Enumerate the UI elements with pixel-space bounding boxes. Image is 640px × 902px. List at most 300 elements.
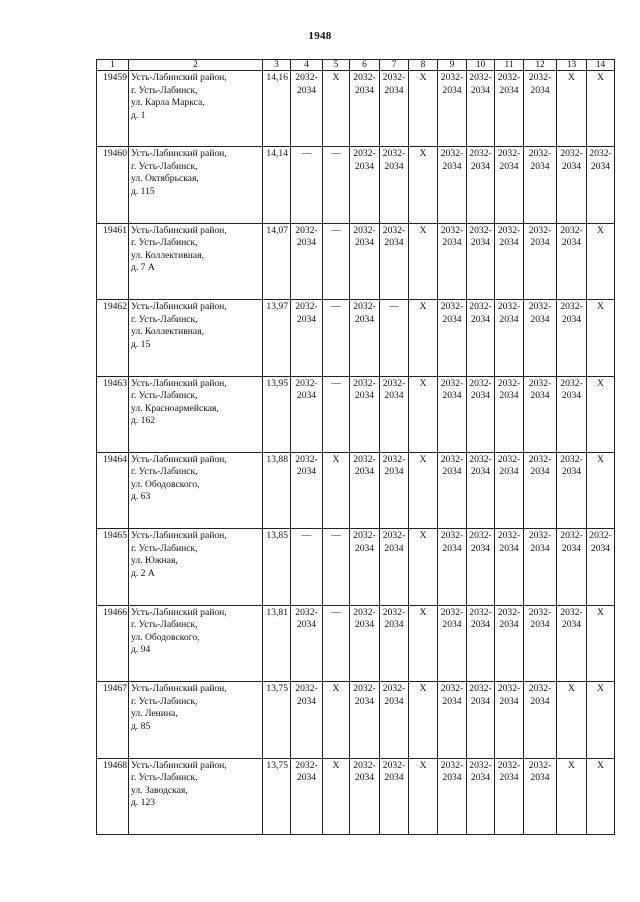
period-start: 2032- <box>497 759 521 771</box>
period-start: 2032- <box>440 683 464 695</box>
period-cell <box>557 300 587 376</box>
area-value: 14,14 <box>263 147 291 223</box>
period-cell: X <box>557 758 587 834</box>
period-end: 2034 <box>530 466 550 478</box>
area-value: 13,75 <box>263 682 291 758</box>
period-cell: — <box>323 223 350 299</box>
period-cell: X <box>409 223 438 299</box>
period-cell <box>495 529 524 605</box>
table-row <box>97 300 615 376</box>
period-start: 2032- <box>440 72 464 83</box>
address-line: д. 123 <box>131 797 156 809</box>
period-end: 2034 <box>442 466 462 478</box>
period-start: 2032- <box>295 683 318 695</box>
period-start: 2032- <box>353 453 376 465</box>
period-cell <box>350 529 380 605</box>
address-line: д. 2 А <box>131 567 155 579</box>
column-header: 5 <box>323 60 350 71</box>
period-cell: X <box>409 300 438 376</box>
period-cell: X <box>409 376 438 452</box>
period-cell <box>438 147 467 223</box>
period-start: 2032- <box>382 606 406 618</box>
page-number: 1948 <box>308 30 332 42</box>
period-cell <box>495 605 524 681</box>
period-start: 2032- <box>560 377 583 389</box>
period-start: 2032- <box>528 72 552 83</box>
period-end: 2034 <box>296 237 317 249</box>
period-start: 2032- <box>528 301 552 313</box>
period-start: 2032- <box>469 72 492 83</box>
period-cell: X <box>557 682 587 758</box>
period-cell <box>524 758 557 834</box>
row-number: 19466 <box>97 605 129 681</box>
period-end: 2034 <box>590 160 611 172</box>
period-end: 2034 <box>561 542 582 554</box>
address-line: Усть-Лабинский район, <box>131 453 227 465</box>
period-cell <box>291 223 323 299</box>
address-line: ул. Красноармейская, <box>131 402 219 414</box>
period-cell: X <box>587 223 615 299</box>
period-start: 2032- <box>295 72 318 83</box>
period-cell <box>557 529 587 605</box>
period-cell: X <box>409 682 438 758</box>
period-cell <box>467 452 495 528</box>
period-cell <box>524 147 557 223</box>
period-start: 2032- <box>560 453 583 465</box>
period-cell <box>557 223 587 299</box>
period-cell <box>495 147 524 223</box>
address-line: Усть-Лабинский район, <box>131 72 227 83</box>
period-end: 2034 <box>442 619 462 631</box>
period-end: 2034 <box>296 313 317 325</box>
period-end: 2034 <box>442 237 462 249</box>
period-start: 2032- <box>497 453 521 465</box>
period-cell: X <box>587 300 615 376</box>
period-cell <box>380 223 409 299</box>
period-start: 2032- <box>440 224 464 236</box>
period-cell <box>467 376 495 452</box>
period-cell <box>495 452 524 528</box>
period-end: 2034 <box>442 772 462 784</box>
address-line: д. 7 А <box>131 262 155 274</box>
period-cell: X <box>587 71 615 147</box>
table-row <box>97 71 615 147</box>
address-line: ул. Карла Маркса, <box>131 97 205 108</box>
period-end: 2034 <box>296 772 317 784</box>
column-header: 1 <box>97 60 129 71</box>
period-end: 2034 <box>499 237 519 249</box>
period-start: 2032- <box>295 224 318 236</box>
period-start: 2032- <box>469 606 492 618</box>
period-cell <box>524 376 557 452</box>
address-line: Усть-Лабинский район, <box>131 148 227 160</box>
address-line: д. 115 <box>131 185 155 197</box>
period-end: 2034 <box>499 619 519 631</box>
period-start: 2032- <box>353 377 376 389</box>
period-start: 2032- <box>560 224 583 236</box>
period-start: 2032- <box>469 224 492 236</box>
table-row <box>97 452 615 528</box>
period-cell <box>291 300 323 376</box>
period-cell <box>350 605 380 681</box>
period-start: 2032- <box>528 453 552 465</box>
period-cell <box>380 376 409 452</box>
address-line: д. 162 <box>131 415 156 427</box>
period-cell: — <box>323 605 350 681</box>
address-cell <box>129 147 263 223</box>
address-line: д. 94 <box>131 644 151 656</box>
period-cell <box>291 71 323 147</box>
period-cell <box>380 71 409 147</box>
address-line: ул. Коллективная, <box>131 326 204 338</box>
table-row <box>97 758 615 834</box>
period-start: 2032- <box>353 683 376 695</box>
period-end: 2034 <box>296 84 317 96</box>
period-cell <box>350 300 380 376</box>
period-end: 2034 <box>384 237 404 249</box>
address-line: ул. Ободовского, <box>131 631 200 643</box>
period-end: 2034 <box>470 313 491 325</box>
address-cell <box>129 605 263 681</box>
period-cell <box>495 71 524 147</box>
period-end: 2034 <box>384 84 404 96</box>
period-end: 2034 <box>354 237 375 249</box>
period-end: 2034 <box>470 695 491 707</box>
period-cell <box>380 452 409 528</box>
period-end: 2034 <box>470 619 491 631</box>
period-end: 2034 <box>384 619 404 631</box>
period-end: 2034 <box>442 542 462 554</box>
period-start: 2032- <box>497 683 521 695</box>
period-cell <box>350 452 380 528</box>
period-end: 2034 <box>384 695 404 707</box>
area-value: 14,07 <box>263 223 291 299</box>
row-number: 19461 <box>97 223 129 299</box>
period-end: 2034 <box>530 313 550 325</box>
period-start: 2032- <box>353 301 376 313</box>
table-row <box>97 147 615 223</box>
period-cell <box>467 682 495 758</box>
period-cell <box>438 529 467 605</box>
period-start: 2032- <box>528 148 552 160</box>
address-line: ул. Южная, <box>131 555 178 567</box>
period-start: 2032- <box>382 72 406 83</box>
period-end: 2034 <box>530 695 550 707</box>
period-cell: X <box>409 71 438 147</box>
period-cell <box>467 223 495 299</box>
period-cell <box>524 682 557 758</box>
period-cell <box>438 605 467 681</box>
table-row <box>97 223 615 299</box>
period-end: 2034 <box>296 695 317 707</box>
period-cell <box>350 71 380 147</box>
period-end: 2034 <box>296 466 317 478</box>
period-cell <box>467 147 495 223</box>
period-cell <box>524 300 557 376</box>
period-end: 2034 <box>442 84 462 96</box>
table-row <box>97 529 615 605</box>
period-cell <box>380 529 409 605</box>
period-start: 2032- <box>353 224 376 236</box>
period-cell: — <box>323 529 350 605</box>
period-start: 2032- <box>497 606 521 618</box>
period-cell <box>380 147 409 223</box>
period-start: 2032- <box>295 377 318 389</box>
period-cell <box>467 605 495 681</box>
address-cell <box>129 71 263 147</box>
period-end: 2034 <box>384 542 404 554</box>
address-line: Усть-Лабинский район, <box>131 224 227 236</box>
period-cell <box>291 758 323 834</box>
period-cell <box>524 71 557 147</box>
period-cell <box>557 452 587 528</box>
period-start: 2032- <box>353 530 376 542</box>
period-start: 2032- <box>440 453 464 465</box>
period-start: 2032- <box>589 530 612 542</box>
address-line: ул. Коллективная, <box>131 249 204 261</box>
period-end: 2034 <box>530 237 550 249</box>
period-start: 2032- <box>382 377 406 389</box>
address-line: г. Усть-Лабинск, <box>131 84 198 96</box>
period-end: 2034 <box>470 542 491 554</box>
period-start: 2032- <box>497 72 521 83</box>
period-start: 2032- <box>528 759 552 771</box>
period-end: 2034 <box>561 466 582 478</box>
column-header: 13 <box>557 60 587 71</box>
period-cell <box>350 682 380 758</box>
period-cell <box>438 376 467 452</box>
address-line: Усть-Лабинский район, <box>131 683 227 695</box>
row-number: 19459 <box>97 71 129 147</box>
address-line: г. Усть-Лабинск, <box>131 542 198 554</box>
area-value: 13,95 <box>263 376 291 452</box>
period-cell: X <box>409 758 438 834</box>
period-cell <box>467 71 495 147</box>
period-cell: X <box>323 452 350 528</box>
period-start: 2032- <box>497 301 521 313</box>
period-start: 2032- <box>440 759 464 771</box>
period-end: 2034 <box>470 390 491 402</box>
period-start: 2032- <box>469 759 492 771</box>
period-start: 2032- <box>528 606 552 618</box>
address-line: ул. Ленина, <box>131 708 178 720</box>
address-line: г. Усть-Лабинск, <box>131 619 198 631</box>
period-end: 2034 <box>354 695 375 707</box>
period-cell <box>380 605 409 681</box>
period-start: 2032- <box>528 377 552 389</box>
address-cell <box>129 452 263 528</box>
period-start: 2032- <box>382 453 406 465</box>
period-start: 2032- <box>353 72 376 83</box>
period-end: 2034 <box>442 390 462 402</box>
period-start: 2032- <box>382 683 406 695</box>
period-cell: X <box>409 147 438 223</box>
period-end: 2034 <box>561 160 582 172</box>
period-end: 2034 <box>561 237 582 249</box>
table-row <box>97 605 615 681</box>
row-number: 19465 <box>97 529 129 605</box>
table-row <box>97 682 615 758</box>
period-end: 2034 <box>296 390 317 402</box>
period-cell: — <box>323 147 350 223</box>
period-cell <box>495 758 524 834</box>
period-cell: X <box>409 452 438 528</box>
address-line: ул. Заводская, <box>131 784 188 796</box>
period-end: 2034 <box>442 695 462 707</box>
period-cell: X <box>323 71 350 147</box>
period-cell: X <box>323 758 350 834</box>
address-line: д. 85 <box>131 720 151 732</box>
period-cell: X <box>587 682 615 758</box>
period-cell <box>350 147 380 223</box>
address-line: г. Усть-Лабинск, <box>131 390 198 402</box>
period-start: 2032- <box>440 148 464 160</box>
period-cell <box>467 758 495 834</box>
period-start: 2032- <box>440 606 464 618</box>
address-cell <box>129 376 263 452</box>
column-header: 4 <box>291 60 323 71</box>
period-start: 2032- <box>440 377 464 389</box>
period-start: 2032- <box>497 530 521 542</box>
period-start: 2032- <box>469 453 492 465</box>
period-end: 2034 <box>530 160 550 172</box>
address-line: г. Усть-Лабинск, <box>131 160 198 172</box>
period-end: 2034 <box>442 313 462 325</box>
period-cell: X <box>587 452 615 528</box>
period-end: 2034 <box>354 390 375 402</box>
column-header: 11 <box>495 60 524 71</box>
period-cell <box>350 376 380 452</box>
period-end: 2034 <box>384 390 404 402</box>
column-header: 6 <box>350 60 380 71</box>
address-line: Усть-Лабинский район, <box>131 377 227 389</box>
period-start: 2032- <box>469 301 492 313</box>
period-end: 2034 <box>354 84 375 96</box>
area-value: 13,88 <box>263 452 291 528</box>
period-cell: X <box>409 529 438 605</box>
row-number: 19468 <box>97 758 129 834</box>
period-end: 2034 <box>530 772 550 784</box>
address-line: д. 63 <box>131 491 151 503</box>
period-end: 2034 <box>530 390 550 402</box>
header-row <box>97 60 615 71</box>
address-line: Усть-Лабинский район, <box>131 530 227 542</box>
period-cell <box>291 682 323 758</box>
period-cell: X <box>587 758 615 834</box>
period-start: 2032- <box>382 530 406 542</box>
period-cell: X <box>323 682 350 758</box>
column-header: 9 <box>438 60 467 71</box>
period-cell <box>557 376 587 452</box>
area-value: 13,85 <box>263 529 291 605</box>
period-start: 2032- <box>382 224 406 236</box>
period-end: 2034 <box>499 466 519 478</box>
period-cell: X <box>557 71 587 147</box>
period-start: 2032- <box>528 683 552 695</box>
period-end: 2034 <box>296 619 317 631</box>
address-cell <box>129 529 263 605</box>
period-start: 2032- <box>560 606 583 618</box>
period-start: 2032- <box>469 377 492 389</box>
period-start: 2032- <box>469 530 492 542</box>
period-end: 2034 <box>499 542 519 554</box>
period-start: 2032- <box>382 148 406 160</box>
address-line: г. Усть-Лабинск, <box>131 237 198 249</box>
period-cell <box>380 682 409 758</box>
period-end: 2034 <box>354 313 375 325</box>
period-cell <box>438 758 467 834</box>
column-header: 14 <box>587 60 615 71</box>
row-number: 19467 <box>97 682 129 758</box>
row-number: 19460 <box>97 147 129 223</box>
period-cell <box>557 147 587 223</box>
period-cell <box>557 605 587 681</box>
period-end: 2034 <box>499 695 519 707</box>
period-cell <box>438 223 467 299</box>
period-start: 2032- <box>528 530 552 542</box>
period-start: 2032- <box>295 301 318 313</box>
registry-table <box>96 59 615 835</box>
area-value: 13,81 <box>263 605 291 681</box>
period-start: 2032- <box>353 606 376 618</box>
period-end: 2034 <box>354 619 375 631</box>
period-start: 2032- <box>497 224 521 236</box>
period-start: 2032- <box>353 148 376 160</box>
address-line: ул. Ободовского, <box>131 478 200 490</box>
period-cell: — <box>380 300 409 376</box>
period-cell <box>587 147 615 223</box>
column-header: 2 <box>129 60 263 71</box>
period-end: 2034 <box>470 160 491 172</box>
period-start: 2032- <box>353 759 376 771</box>
period-end: 2034 <box>561 390 582 402</box>
period-end: 2034 <box>499 84 519 96</box>
row-number: 19464 <box>97 452 129 528</box>
period-cell <box>467 300 495 376</box>
period-start: 2032- <box>497 148 521 160</box>
period-start: 2032- <box>440 530 464 542</box>
period-start: 2032- <box>560 301 583 313</box>
period-cell <box>524 529 557 605</box>
period-end: 2034 <box>530 619 550 631</box>
period-start: 2032- <box>560 530 583 542</box>
period-end: 2034 <box>530 542 550 554</box>
period-end: 2034 <box>470 466 491 478</box>
column-header: 10 <box>467 60 495 71</box>
period-start: 2032- <box>589 148 612 160</box>
period-end: 2034 <box>470 772 491 784</box>
address-cell <box>129 758 263 834</box>
period-end: 2034 <box>561 619 582 631</box>
period-end: 2034 <box>354 160 375 172</box>
period-cell <box>438 682 467 758</box>
address-line: Усть-Лабинский район, <box>131 301 227 313</box>
period-cell: — <box>323 300 350 376</box>
period-end: 2034 <box>590 542 611 554</box>
period-cell <box>380 758 409 834</box>
period-cell <box>350 758 380 834</box>
address-cell <box>129 300 263 376</box>
period-start: 2032- <box>295 759 318 771</box>
table-body <box>97 71 615 835</box>
period-start: 2032- <box>295 453 318 465</box>
address-line: г. Усть-Лабинск, <box>131 695 198 707</box>
address-line: г. Усть-Лабинск, <box>131 466 198 478</box>
area-value: 13,97 <box>263 300 291 376</box>
address-cell <box>129 682 263 758</box>
period-end: 2034 <box>530 84 550 96</box>
period-end: 2034 <box>442 160 462 172</box>
